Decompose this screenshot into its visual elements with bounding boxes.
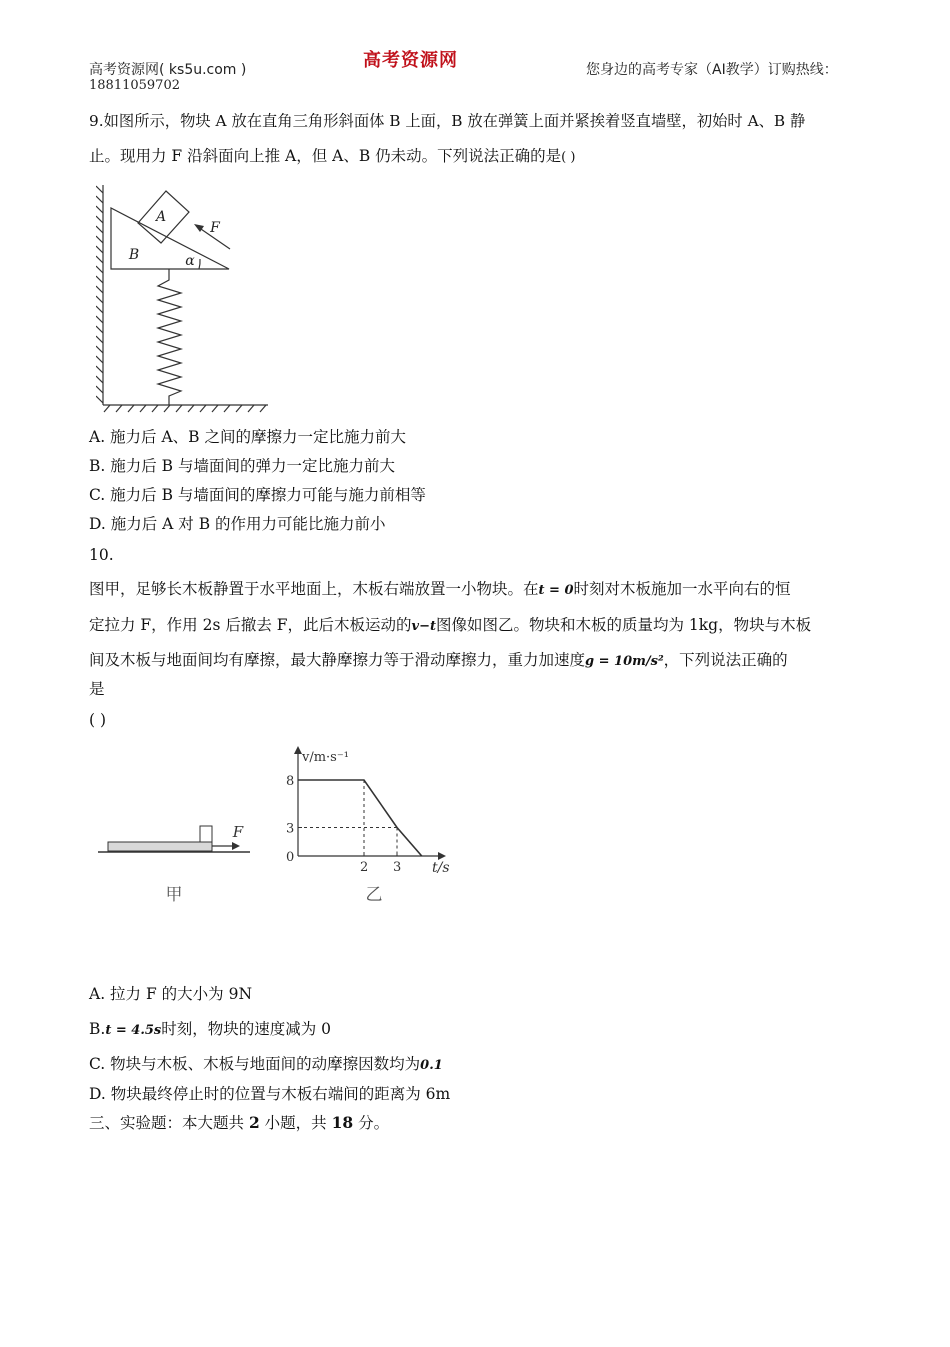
caption-jia: 甲 xyxy=(165,885,183,905)
q10-number: 10. xyxy=(89,546,114,564)
math-0-1: 0.1 xyxy=(420,1058,443,1073)
q10-stem-line3: 间及木板与地面间均有摩擦，最大静摩擦力等于滑动摩擦力，重力加速度g = 10m/s²，下列说法正确的 xyxy=(89,651,788,669)
wedge-b-label: B xyxy=(128,247,140,263)
y-axis-arrow xyxy=(294,746,302,754)
floor-hatch xyxy=(104,405,266,412)
math-g-value: g = 10m/s² xyxy=(585,654,664,669)
axis-ticks xyxy=(286,774,401,875)
q9-figure-wedge-spring xyxy=(96,183,276,415)
q9-answer-paren: ( ) xyxy=(561,150,576,165)
q9-stem-line2: 止。现用力 F 沿斜面向上推 A，但 A、B 仍未动。下列说法正确的是( ) xyxy=(89,147,576,165)
pull-arrow-head xyxy=(232,842,240,850)
q9-option-c: C. 施力后 B 与墙面间的摩擦力可能与施力前相等 xyxy=(89,486,426,504)
q10-stem-line1: 图甲，足够长木板静置于水平地面上，木板右端放置一小物块。在t = 0时刻对木板施加一水平向右的恒 xyxy=(89,580,791,598)
header-phone: 18811059702 xyxy=(89,78,180,93)
wall-hatch xyxy=(96,186,103,403)
q10-option-a: A. 拉力 F 的大小为 9N xyxy=(89,985,253,1003)
q9-option-a: A. 施力后 A、B 之间的摩擦力一定比施力前大 xyxy=(89,428,406,446)
spring xyxy=(158,269,181,405)
math-t-4-5s: t = 4.5s xyxy=(105,1023,162,1038)
x-axis-arrow xyxy=(438,852,446,860)
q10-answer-paren: ( ) xyxy=(89,711,107,729)
pull-force-label: F xyxy=(232,823,244,841)
dashed-guides xyxy=(298,780,397,856)
header-brand-logo: 高考资源网 xyxy=(363,50,458,71)
header-slogan: 您身边的高考专家（AI教学）订购热线： xyxy=(586,62,838,78)
x-tick-label-2: 2 xyxy=(360,860,369,875)
math-t-equals-0: t = 0 xyxy=(538,583,574,598)
section3-heading: 三、实验题：本大题共 2 小题，共 18 分。 xyxy=(89,1113,390,1132)
q10-option-c: C. 物块与木板、木板与地面间的动摩擦因数均为0.1 xyxy=(89,1055,443,1073)
q9-stem-line1: 9.如图所示，物块 A 放在直角三角形斜面体 B 上面，B 放在弹簧上面并紧挨着竖直墙壁，初始时 A、B 静 xyxy=(89,112,806,130)
q9-option-d: D. 施力后 A 对 B 的作用力可能比施力前小 xyxy=(89,515,386,533)
header-site: 高考资源网( ks5u.com ) xyxy=(89,62,247,78)
q10-figure-yi-vt-chart xyxy=(276,740,458,916)
x-tick-label-0: 0 xyxy=(286,850,295,865)
q10-stem-line2: 定拉力 F，作用 2s 后撤去 F，此后木板运动的v−t图像如图乙。物块和木板的质量均为 1kg，物块与木板 xyxy=(89,616,812,634)
math-v-t: v−t xyxy=(411,619,436,634)
q10-option-b: B.t = 4.5s时刻，物块的速度减为 0 xyxy=(89,1020,332,1038)
caption-yi: 乙 xyxy=(365,885,383,905)
q10-stem-line4: 是 xyxy=(89,680,105,698)
y-tick-label-3: 3 xyxy=(286,821,295,837)
angle-arc xyxy=(199,259,200,269)
q10-option-d: D. 物块最终停止时的位置与木板右端间的距离为 6m xyxy=(89,1085,451,1103)
force-f-label: F xyxy=(210,220,220,236)
x-tick-label-3: 3 xyxy=(393,860,402,875)
small-block xyxy=(200,826,212,842)
q10-figure-jia xyxy=(96,818,258,912)
board xyxy=(108,842,212,851)
board-velocity-line xyxy=(298,780,422,856)
block-a-label: A xyxy=(155,209,167,225)
angle-alpha-label: α xyxy=(185,253,195,269)
y-axis-label: v/m·s⁻¹ xyxy=(302,750,349,765)
y-tick-label-8: 8 xyxy=(286,774,295,789)
q9-option-b: B. 施力后 B 与墙面间的弹力一定比施力前大 xyxy=(89,457,395,475)
x-axis-label: t/s xyxy=(432,860,450,876)
